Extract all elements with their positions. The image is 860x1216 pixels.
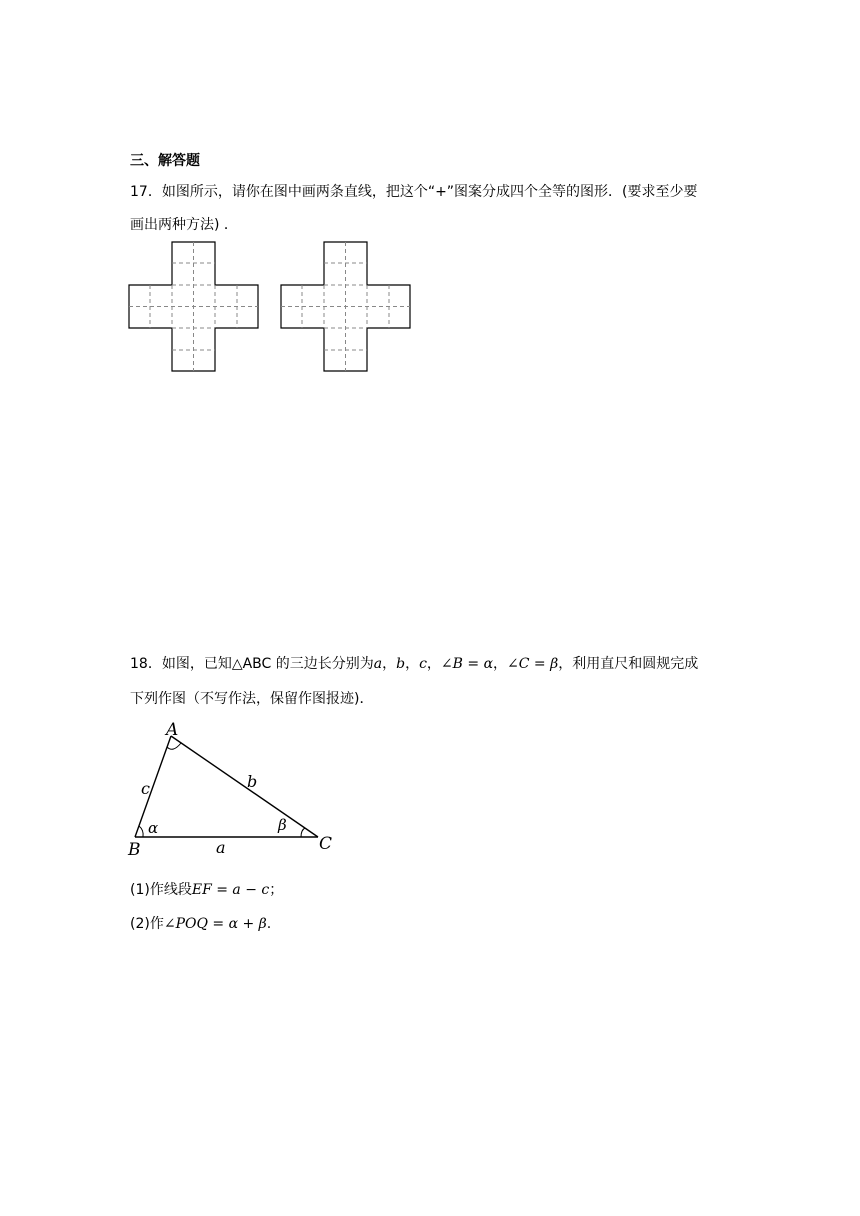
angle-b-expr: ∠B = α (440, 656, 494, 672)
var-a: a (373, 656, 383, 672)
sub2-prefix: (2)作 (130, 916, 164, 932)
side-b-label: b (247, 772, 258, 791)
q18-prefix: 18．如图，已知△ABC 的三边长分别为 (130, 656, 374, 672)
cross-dashed-grid (129, 242, 258, 371)
cross-dashed-grid (281, 242, 410, 371)
cross-figure-1 (128, 241, 262, 373)
sub1-prefix: (1)作线段 (130, 882, 192, 898)
triangle-abc-figure (125, 720, 345, 860)
question-18-line-2: 下列作图（不写作法，保留作图报迹)． (130, 691, 374, 707)
angle-alpha-label: α (148, 819, 159, 837)
sep: ， (382, 656, 397, 672)
question-17-line-2: 画出两种方法) ． (130, 217, 238, 233)
sub-question-2 (130, 913, 271, 933)
var-b: b (396, 656, 406, 672)
sep: ， (405, 656, 420, 672)
q18-suffix: ，利用直尺和圆规完成 (558, 656, 699, 672)
vertex-a-label: A (166, 720, 179, 740)
angle-c-arc (301, 828, 305, 837)
sep: ， (426, 656, 441, 672)
angle-b-arc (139, 826, 143, 837)
question-18-line-1 (130, 653, 698, 673)
sub1-suffix: ； (269, 882, 284, 898)
question-17-line-1: 17．如图所示，请你在图中画两条直线，把这个“+”图案分成四个全等的图形．(要求至少要 (130, 184, 698, 200)
sub-question-1 (130, 879, 283, 899)
angle-beta-label: β (278, 816, 287, 834)
angle-c-expr: ∠C = β (507, 656, 559, 672)
side-a-label: a (216, 838, 226, 857)
sub1-expression: EF = a − c (191, 882, 270, 898)
side-ac (171, 736, 318, 837)
side-c-label: c (141, 779, 150, 798)
var-c: c (419, 656, 427, 672)
vertex-c-label: C (319, 834, 333, 854)
sep: ， (493, 656, 508, 672)
cross-figure-2 (280, 241, 414, 373)
section-title: 三、解答题 (130, 153, 200, 169)
angle-a-arc (167, 743, 181, 749)
sub2-suffix: . (266, 916, 272, 932)
vertex-b-label: B (128, 840, 141, 860)
sub2-expression: ∠POQ = α + β (163, 916, 267, 932)
